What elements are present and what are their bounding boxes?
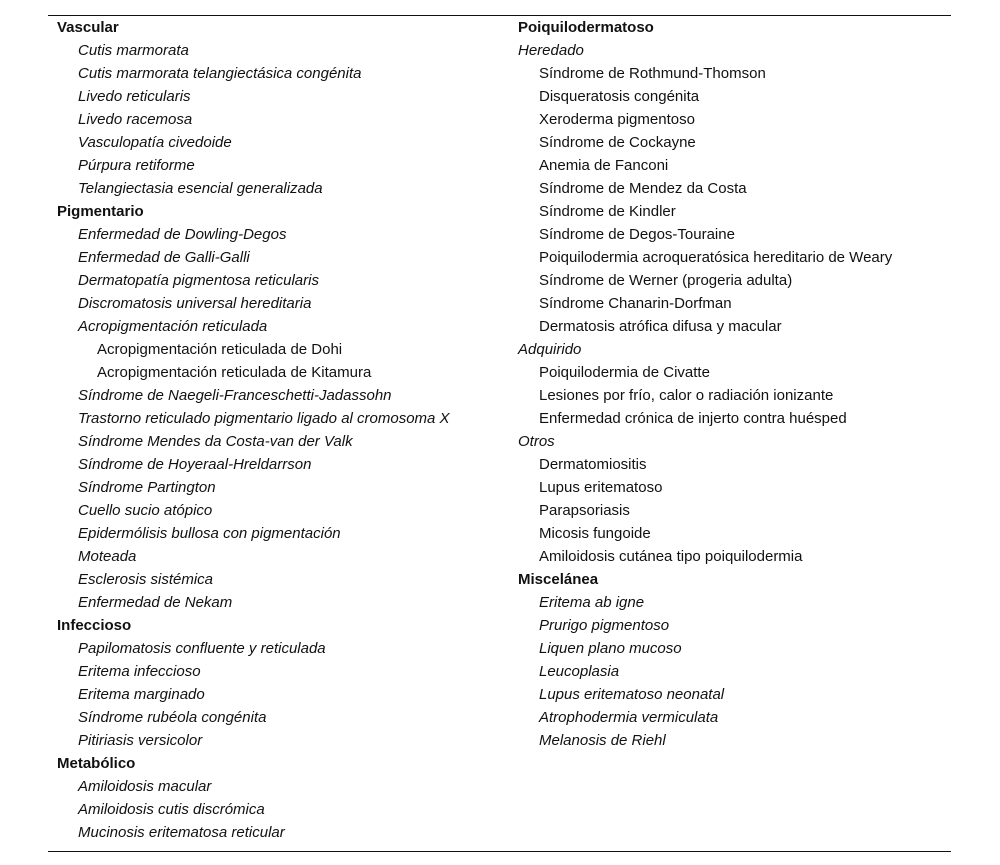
list-item: Cutis marmorata telangiectásica congénita [78,65,362,82]
list-item: Papilomatosis confluente y reticulada [78,640,326,657]
list-item: Poiquilodermia de Civatte [539,364,710,381]
list-item: Discromatosis universal hereditaria [78,295,312,312]
list-item: Enfermedad de Nekam [78,594,233,611]
list-item: Telangiectasia esencial generalizada [78,180,323,197]
list-item: Moteada [78,548,137,565]
sub-list-item: Acropigmentación reticulada de Kitamura [97,364,372,381]
list-item: Acropigmentación reticulada [78,318,268,335]
list-item: Esclerosis sistémica [78,571,214,588]
list-item: Micosis fungoide [539,525,651,542]
list-item: Síndrome de Hoyeraal-Hreldarrson [78,456,312,473]
list-item: Enfermedad crónica de injerto contra huésped [539,410,847,427]
category-heading: Pigmentario [57,203,144,220]
list-item: Lupus eritematoso neonatal [539,686,725,703]
right-column [518,16,892,752]
list-item: Síndrome de Rothmund-Thomson [539,65,766,82]
list-item: Melanosis de Riehl [539,732,666,749]
list-item: Síndrome de Mendez da Costa [539,180,747,197]
list-item: Cuello sucio atópico [78,502,213,519]
subcategory-label: Otros [518,433,555,450]
category-heading: Vascular [57,19,119,36]
list-item: Amiloidosis macular [78,778,212,795]
list-item: Síndrome de Degos-Touraine [539,226,735,243]
subcategory-label: Heredado [518,42,584,59]
list-item: Liquen plano mucoso [539,640,682,657]
list-item: Enfermedad de Dowling-Degos [78,226,287,243]
list-item: Síndrome de Cockayne [539,134,696,151]
list-item: Prurigo pigmentoso [539,617,670,634]
list-item: Dermatosis atrófica difusa y macular [539,318,782,335]
subcategory-label: Adquirido [518,341,582,358]
list-item: Síndrome Mendes da Costa-van der Valk [78,433,353,450]
list-item: Lesiones por frío, calor o radiación ionizante [539,387,834,404]
list-item: Disqueratosis congénita [539,88,700,105]
list-item: Pitiriasis versicolor [78,732,203,749]
list-item: Amiloidosis cutánea tipo poiquilodermia [539,548,803,565]
list-item: Vasculopatía civedoide [78,134,232,151]
list-item: Síndrome de Werner (progeria adulta) [539,272,793,289]
list-item: Síndrome Chanarin-Dorfman [539,295,732,312]
list-item: Síndrome de Naegeli-Franceschetti-Jadassohn [78,387,392,404]
list-item: Síndrome Partington [78,479,216,496]
list-item: Leucoplasia [539,663,620,680]
left-column [57,16,450,844]
list-item: Livedo reticularis [78,88,191,105]
list-item: Dermatomiositis [539,456,647,473]
list-item: Eritema infeccioso [78,663,201,680]
list-item: Parapsoriasis [539,502,630,519]
list-item: Síndrome rubéola congénita [78,709,267,726]
list-item: Trastorno reticulado pigmentario ligado al cromosoma X [78,410,450,427]
category-heading: Metabólico [57,755,136,772]
list-item: Anemia de Fanconi [539,157,669,174]
classification-table [48,15,951,852]
list-item: Atrophodermia vermiculata [539,709,719,726]
list-item: Eritema ab igne [539,594,645,611]
list-item: Enfermedad de Galli-Galli [78,249,250,266]
list-item: Lupus eritematoso [539,479,663,496]
list-item: Eritema marginado [78,686,205,703]
list-item: Xeroderma pigmentoso [539,111,695,128]
list-item: Dermatopatía pigmentosa reticularis [78,272,319,289]
category-heading: Poiquilodermatoso [518,19,654,36]
category-heading: Infeccioso [57,617,132,634]
category-heading: Miscelánea [518,571,599,588]
list-item: Síndrome de Kindler [539,203,676,220]
list-item: Livedo racemosa [78,111,193,128]
list-item: Cutis marmorata [78,42,189,59]
sub-list-item: Acropigmentación reticulada de Dohi [97,341,343,358]
list-item: Mucinosis eritematosa reticular [78,824,285,841]
list-item: Amiloidosis cutis discrómica [78,801,265,818]
list-item: Poiquilodermia acroqueratósica hereditario de Weary [539,249,893,266]
list-item: Púrpura retiforme [78,157,195,174]
list-item: Epidermólisis bullosa con pigmentación [78,525,341,542]
